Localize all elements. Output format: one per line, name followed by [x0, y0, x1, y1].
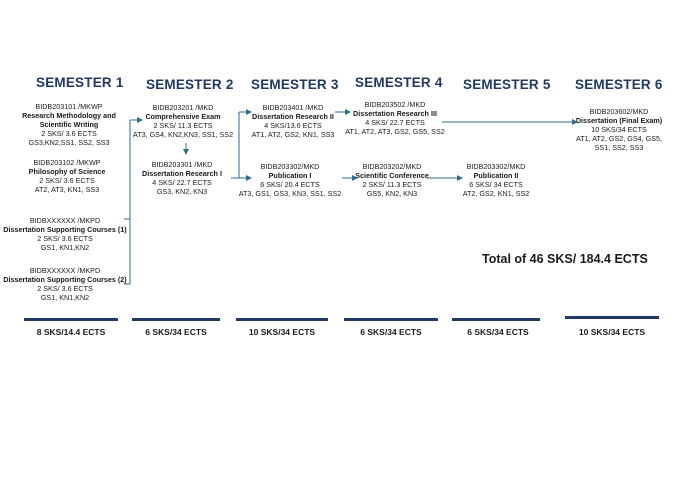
semester-4-bar [344, 318, 438, 321]
course-name: Publication I [268, 171, 312, 180]
course-code: BIDB203301 /MKD [151, 160, 213, 169]
course-outcomes: GS1, KN1,KN2 [40, 293, 90, 302]
course-code: BIDB203202/MKD [362, 162, 422, 171]
semester-6-total: 10 SKS/34 ECTS [578, 327, 646, 337]
course-code: BIDB203101 /MKWP [35, 102, 103, 111]
semester-1-title: SEMESTER 1 [36, 75, 124, 90]
semester-3-title: SEMESTER 3 [251, 77, 339, 92]
course-outcomes: AT2, GS2, KN1, SS2 [462, 189, 530, 198]
semester-3-bar [236, 318, 328, 321]
semester-4-title: SEMESTER 4 [355, 75, 443, 90]
semester-5-total: 6 SKS/34 ECTS [467, 327, 529, 337]
semester-5-title: SEMESTER 5 [463, 77, 551, 92]
program-total: Total of 46 SKS/ 184.4 ECTS [482, 252, 648, 266]
bracket-arrow [124, 120, 142, 284]
course-name: Comprehensive Exam [145, 112, 221, 121]
course-name: Dissertation Supporting Courses (1) [3, 225, 127, 234]
course-outcomes: AT1, AT2, AT3, GS2, GS5, SS2 [345, 127, 445, 136]
course-name: Research Methodology and [22, 111, 116, 120]
semester-4-total: 6 SKS/34 ECTS [360, 327, 422, 337]
course-credits: 4 SKS/ 22.7 ECTS [365, 118, 425, 127]
course-code: BIDB203302/MKD [466, 162, 526, 171]
course-credits: 2 SKS/ 3.6 ECTS [37, 234, 93, 243]
course-outcomes: GS1, KN1,KN2 [40, 243, 90, 252]
course-credits: 6 SKS/ 34 ECTS [469, 180, 523, 189]
course-outcomes: SS1, SS2, SS3 [594, 143, 644, 152]
semester-2-bar [132, 318, 220, 321]
semester-2-total: 6 SKS/34 ECTS [145, 327, 207, 337]
course-credits: 6 SKS/ 20.4 ECTS [260, 180, 320, 189]
course-code: BIDBXXXXXX /MKPD [29, 266, 101, 275]
semester-6-title: SEMESTER 6 [575, 77, 663, 92]
course-name: Scientific Writing [39, 120, 99, 129]
course-code: BIDB203502 /MKD [364, 100, 426, 109]
course-name: Dissertation Supporting Courses (2) [3, 275, 127, 284]
course-credits: 2 SKS/ 3.6 ECTS [37, 284, 93, 293]
course-name: Dissertation Research II [252, 112, 334, 121]
course-credits: 2 SKS/ 3.6 ECTS [41, 129, 97, 138]
course-code: BIDB203201 /MKD [152, 103, 214, 112]
course-name: Publication II [473, 171, 519, 180]
course-outcomes: GS3, KN2, KN3 [156, 187, 208, 196]
semester-1-bar [24, 318, 118, 321]
course-credits: 10 SKS/34 ECTS [591, 125, 647, 134]
course-name: Philosophy of Science [28, 167, 106, 176]
course-outcomes: AT1, AT2, GS2, KN1, SS3 [251, 130, 335, 139]
semester-1-total: 8 SKS/14.4 ECTS [36, 327, 106, 337]
course-code: BIDB203302/MKD [260, 162, 320, 171]
course-outcomes: GS5, KN2, KN3 [366, 189, 418, 198]
course-credits: 2 SKS/ 3.6 ECTS [39, 176, 95, 185]
course-code: BIDB203401 /MKD [262, 103, 324, 112]
course-outcomes: AT2, AT3, KN1, SS3 [34, 185, 100, 194]
course-outcomes: AT1, AT2, GS2, GS4, GS5, [575, 134, 663, 143]
course-name: Dissertation (Final Exam) [575, 116, 663, 125]
course-credits: 2 SKS/ 11.3 ECTS [362, 180, 422, 189]
split-arrow [231, 112, 251, 178]
course-outcomes: GS3,KN2,SS1, SS2, SS3 [28, 138, 110, 147]
course-credits: 4 SKS/ 22.7 ECTS [152, 178, 212, 187]
course-outcomes: AT3, GS1, GS3, KN3, SS1, SS2 [238, 189, 342, 198]
semester-2-title: SEMESTER 2 [146, 77, 234, 92]
course-outcomes: AT3, GS4, KN2,KN3, SS1, SS2 [132, 130, 234, 139]
course-code: BIDB203102 /MKWP [33, 158, 101, 167]
semester-6-bar [565, 316, 659, 319]
course-name: Scientific Conference [355, 171, 429, 180]
course-name: Dissertation Research III [353, 109, 437, 118]
course-name: Dissertation Research I [142, 169, 222, 178]
course-code: BIDBXXXXXX /MKPD [29, 216, 101, 225]
course-credits: 4 SKS/13.6 ECTS [264, 121, 322, 130]
semester-5-bar [452, 318, 540, 321]
semester-3-total: 10 SKS/34 ECTS [248, 327, 316, 337]
course-credits: 2 SKS/ 11.3 ECTS [153, 121, 213, 130]
course-code: BIDB203602/MKD [589, 107, 649, 116]
